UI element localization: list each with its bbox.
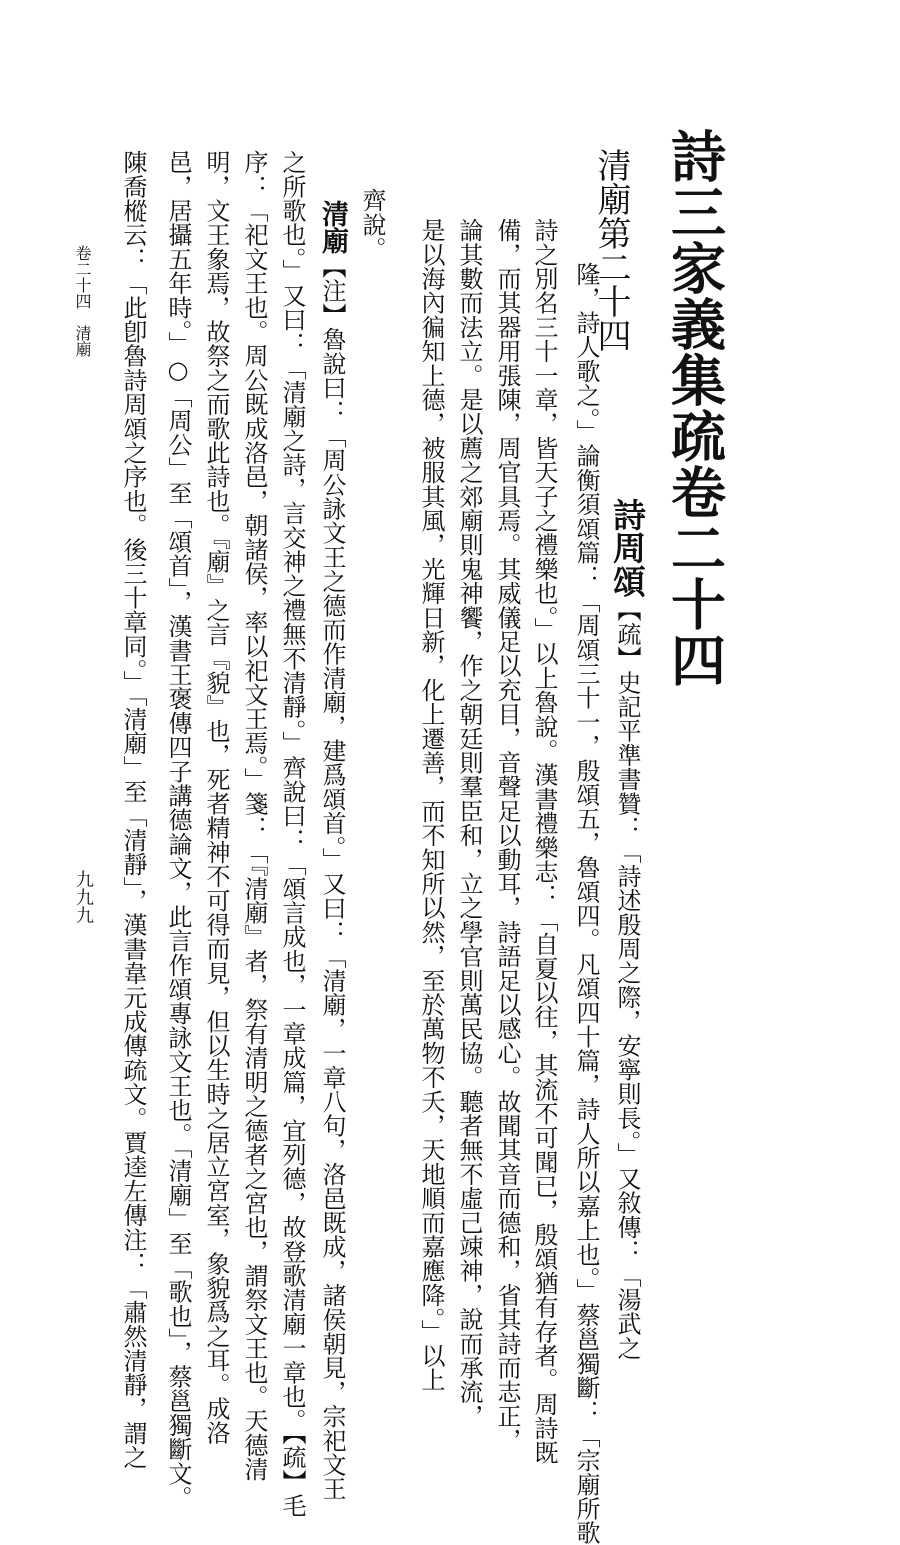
text-column-10: 序：「祀文王也。周公既成洛邑，朝諸侯，率以祀文王焉。」箋：「『清廟』者，祭有清明之德者之宮也，謂祭文王也。天德清 xyxy=(240,150,268,1482)
text-column-8 xyxy=(314,200,348,1501)
zhou-song-heading: 詩周頌 xyxy=(608,498,647,598)
running-title: 卷二十四 清廟 xyxy=(73,245,92,357)
column-8-text: 【注】魯說曰：「周公詠文王之德而作清廟，建爲頌首。」又曰：「清廟，一章八句，洛邑既成，諸侯朝見，宗祀文王 xyxy=(318,254,346,1501)
page-number: 九九九 xyxy=(73,870,94,924)
book-title: 詩三家義集疏卷二十四 xyxy=(662,128,727,688)
qing-miao-section-heading: 清廟第二十四 xyxy=(591,148,631,352)
text-column-6: 是以海內徧知上德，被服其風，光輝日新，化上遷善，而不知所以然，至於萬物不夭，天地順而嘉應降。」以上 xyxy=(417,218,445,1392)
text-column-1 xyxy=(608,498,647,1361)
column-1-text: 【疏】史記平準書贊：「詩述殷周之際，安寧則長。」又敘傳：「湯武之 xyxy=(613,597,641,1361)
text-column-2: 隆，詩人歌之。」論衡須頌篇：「周頌三十一，殷頌五，魯頌四。凡頌四十篇，詩人所以嘉上也。」蔡邕獨斷：「宗廟所歌 xyxy=(572,262,600,1545)
text-column-11: 明，文王象焉，故祭之而歌此詩也。『廟』之言『貌』也，死者精神不可得而見，但以生時之居立宮室，象貌爲之耳。成洛 xyxy=(202,150,230,1445)
text-column-4: 備，而其器用張陳，周官具焉。其威儀足以充目，音聲足以動耳，詩語足以感心。故聞其音而德和，省其詩而志正， xyxy=(493,218,521,1453)
text-column-3: 詩之別名三十一章，皆天子之禮樂也。」以上魯說。漢書禮樂志：「自夏以往，其流不可聞已，殷頌猶有存者。周詩既 xyxy=(530,218,558,1465)
qing-miao-poem-heading: 清廟 xyxy=(317,200,348,255)
text-column-5: 論其數而法立。是以薦之郊廟則鬼神饗，作之朝廷則羣臣和，立之學官則萬民協。聽者無不虛己竦神，說而承流， xyxy=(455,218,483,1428)
text-column-7: 齊說。 xyxy=(358,188,386,261)
text-column-13: 陳喬樅云：「此卽魯詩周頌之序也。後三十章同。」「清廟」至「清靜」，漢書韋元成傳疏文。賈逵左傳注：「肅然清靜，謂之 xyxy=(119,150,147,1470)
text-column-12: 邑，居攝五年時。」○「周公」至「頌首」，漢書王褒傳四子講德論文，此言作頌專詠文王也。「清廟」至「歌也」，蔡邕獨斷文。 xyxy=(164,150,192,1510)
text-column-9: 之所歌也。」又曰：「清廟之詩，言交神之禮無不清靜。」齊說曰：「頌言成也，一章成篇，宜列德，故登歌清廟一章也。【疏】毛 xyxy=(278,150,306,1518)
